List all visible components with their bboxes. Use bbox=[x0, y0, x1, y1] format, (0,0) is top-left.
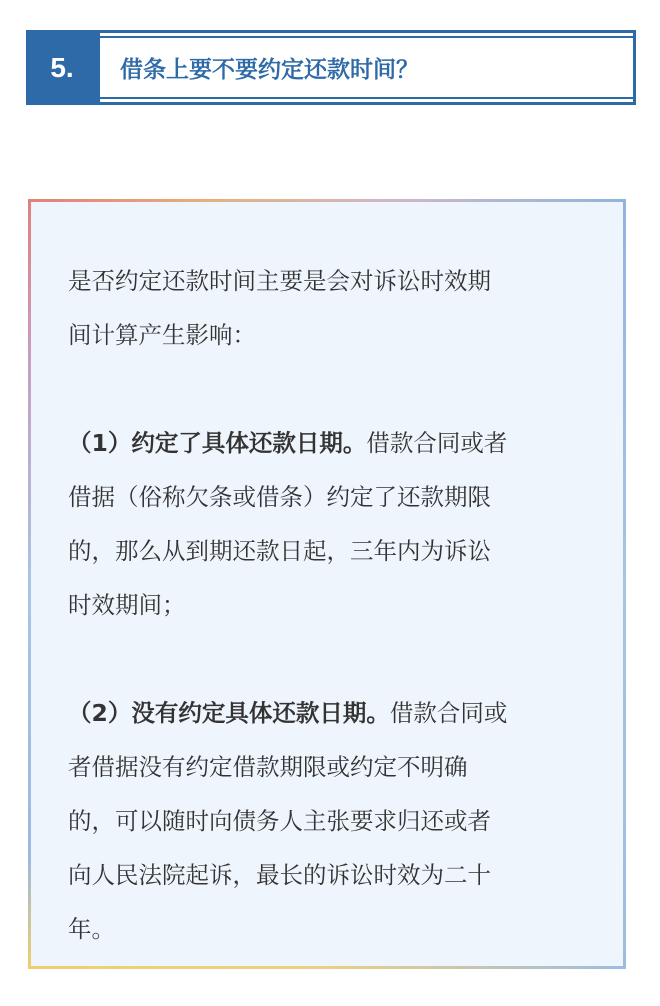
card-left-border bbox=[28, 199, 31, 969]
point1-text-1: 借款合同或者 bbox=[366, 429, 508, 457]
point1-line-3: 的，那么从到期还款日起，三年内为诉讼 bbox=[68, 537, 491, 565]
point1-line-1 bbox=[68, 416, 588, 470]
point2-line-5: 年。 bbox=[68, 915, 115, 943]
point2-line-1 bbox=[68, 686, 588, 740]
card-bottom-border bbox=[28, 966, 626, 969]
intro-line-1: 是否约定还款时间主要是会对诉讼时效期 bbox=[68, 267, 491, 295]
point2-line-3: 的，可以随时向债务人主张要求归还或者 bbox=[68, 807, 491, 835]
point1-line-2: 借据（俗称欠条或借条）约定了还款期限 bbox=[68, 483, 491, 511]
section-title-inner bbox=[100, 33, 633, 102]
point2-line-2: 者借据没有约定借款期限或约定不明确 bbox=[68, 753, 468, 781]
point2-line-4: 向人民法院起诉，最长的诉讼时效为二十 bbox=[68, 861, 491, 889]
card-right-border bbox=[623, 199, 626, 969]
point1-line-4: 时效期间； bbox=[68, 591, 186, 619]
card-top-border bbox=[28, 199, 626, 202]
point1-heading: （1）约定了具体还款日期。 bbox=[68, 429, 367, 457]
content-card bbox=[28, 199, 626, 969]
point2-heading: （2）没有约定具体还款日期。 bbox=[68, 699, 390, 727]
intro-line-2: 间计算产生影响： bbox=[68, 321, 256, 349]
section-number: 5. bbox=[26, 30, 98, 105]
card-content bbox=[68, 254, 588, 956]
section-title: 借条上要不要约定还款时间？ bbox=[120, 57, 419, 83]
point2-text-1: 借款合同或 bbox=[389, 699, 508, 727]
section-header bbox=[26, 30, 636, 105]
section-title-box bbox=[98, 30, 636, 105]
